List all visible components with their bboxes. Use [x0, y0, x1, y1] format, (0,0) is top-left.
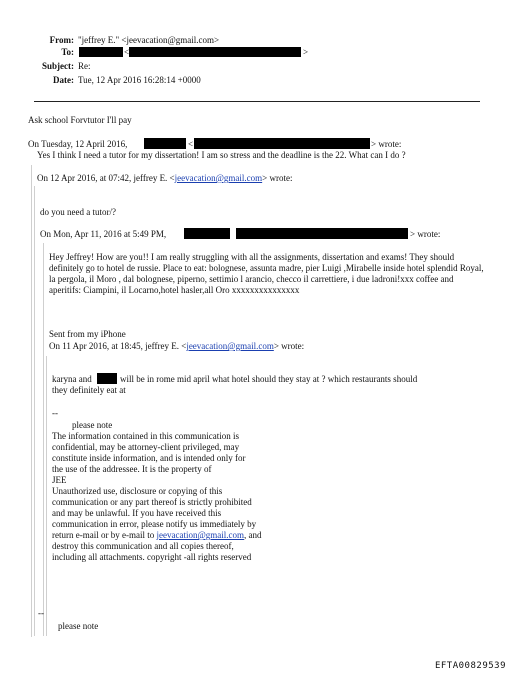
to-label: To:: [61, 47, 74, 57]
from-label: From:: [49, 35, 74, 45]
quote-bar-level5: [46, 356, 47, 636]
quote-bar-level3: [34, 186, 35, 636]
redaction-q4-email: [236, 228, 408, 239]
sent-from: Sent from my iPhone: [49, 329, 126, 339]
date-value: Tue, 12 Apr 2016 16:28:14 +0000: [78, 75, 201, 85]
date-label: Date:: [53, 75, 74, 85]
redaction-q6-name: [97, 373, 117, 384]
please-note-1: please note: [72, 420, 113, 430]
disclaimer-line-12: including all attachments. copyright -all rights reserved: [52, 552, 252, 562]
quote4-suffix: > wrote:: [410, 229, 441, 239]
to-lt: <: [124, 47, 130, 57]
quote4-message: Hey Jeffrey! How are you!! I am really struggling with all the assignments, dissertation and exams! They should definitely go to hotel de russie. Place to eat: bolognese, assunta madre, pier Luigi ,Mirabelle inside hotel splendid Royal, la pergola, il Moro , dal bolognese, piperno, settimio l arancio, checco il carrettiere, i due ladroni!xxx coffee and aperitifs: Ciampini, il Locarno,hotel hasler,all Oro xxxxxxxxxxxxxxx: [49, 252, 484, 295]
subject-label: Subject:: [42, 61, 74, 71]
document-id: EFTA00829539: [434, 661, 506, 671]
quote-bar-level4: [43, 243, 44, 636]
disclaimer-email-link[interactable]: jeevacation@gmail.com: [156, 530, 244, 540]
disclaimer-line-7: communication or any part thereof is strictly prohibited: [52, 497, 252, 507]
redaction-to-email: [129, 47, 301, 57]
quote1-prefix: On Tuesday, 12 April 2016,: [28, 139, 128, 149]
disclaimer-line-1: The information contained in this communication is: [52, 431, 239, 441]
disclaimer-line-11: destroy this communication and all copies thereof,: [52, 541, 234, 551]
quote2-email-link[interactable]: jeevacation@gmail.com: [174, 173, 263, 183]
to-suffix: >: [303, 47, 309, 57]
disclaimer-line-3: constitute inside information, and is intended only for: [52, 453, 246, 463]
quote6-line1b: will be in rome mid april what hotel should they stay at ? which restaurants should: [120, 374, 418, 384]
please-note-2: please note: [58, 621, 99, 631]
redaction-q1-name: [144, 138, 186, 149]
reply-line: Ask school Forvtutor I'll pay: [28, 115, 132, 125]
quote5-header: On 11 Apr 2016, at 18:45, jeffrey E. <jeevacation@gmail.com> wrote:: [49, 341, 305, 351]
header-divider: [34, 101, 480, 102]
from-value: "jeffrey E." <jeevacation@gmail.com>: [78, 35, 220, 45]
quote6-line2: they definitely eat at: [52, 385, 126, 395]
quote6-line1a: karyna and: [52, 374, 92, 384]
quote4-prefix: On Mon, Apr 11, 2016 at 5:49 PM,: [40, 229, 167, 239]
quote1-suffix: > wrote:: [371, 139, 402, 149]
subject-value: Re:: [78, 61, 91, 71]
signature-dash: --: [52, 408, 58, 418]
quote3-text: do you need a tutor/?: [40, 207, 116, 217]
disclaimer-line-9: communication in error, please notify us immediately by: [52, 519, 257, 529]
redaction-to-name: [79, 47, 123, 57]
quote1-lt: <: [188, 139, 194, 149]
disclaimer-line-6: Unauthorized use, disclosure or copying of this: [52, 486, 223, 496]
disclaimer-line-4: the use of the addressee. It is the property of: [52, 464, 212, 474]
quote1-text: Yes I think I need a tutor for my dissertation! I am so stress and the deadline is the 22. What can I do ?: [37, 150, 406, 160]
signature-dash-2: --: [38, 608, 44, 618]
disclaimer-line-5: JEE: [52, 475, 67, 485]
redaction-q1-email: [194, 138, 370, 149]
quote-bar-level2: [31, 165, 32, 637]
quote2-header: On 12 Apr 2016, at 07:42, jeffrey E. <jeevacation@gmail.com> wrote:: [37, 173, 293, 183]
quote5-email-link[interactable]: jeevacation@gmail.com: [186, 341, 274, 351]
disclaimer-line-10: return e-mail or by e-mail to jeevacation@gmail.com, and: [52, 530, 262, 540]
disclaimer-line-8: and may be unlawful. If you have received this: [52, 508, 222, 518]
redaction-q4-name: [184, 228, 230, 239]
disclaimer-line-2: confidential, may be attorney-client privileged, may: [52, 442, 240, 452]
